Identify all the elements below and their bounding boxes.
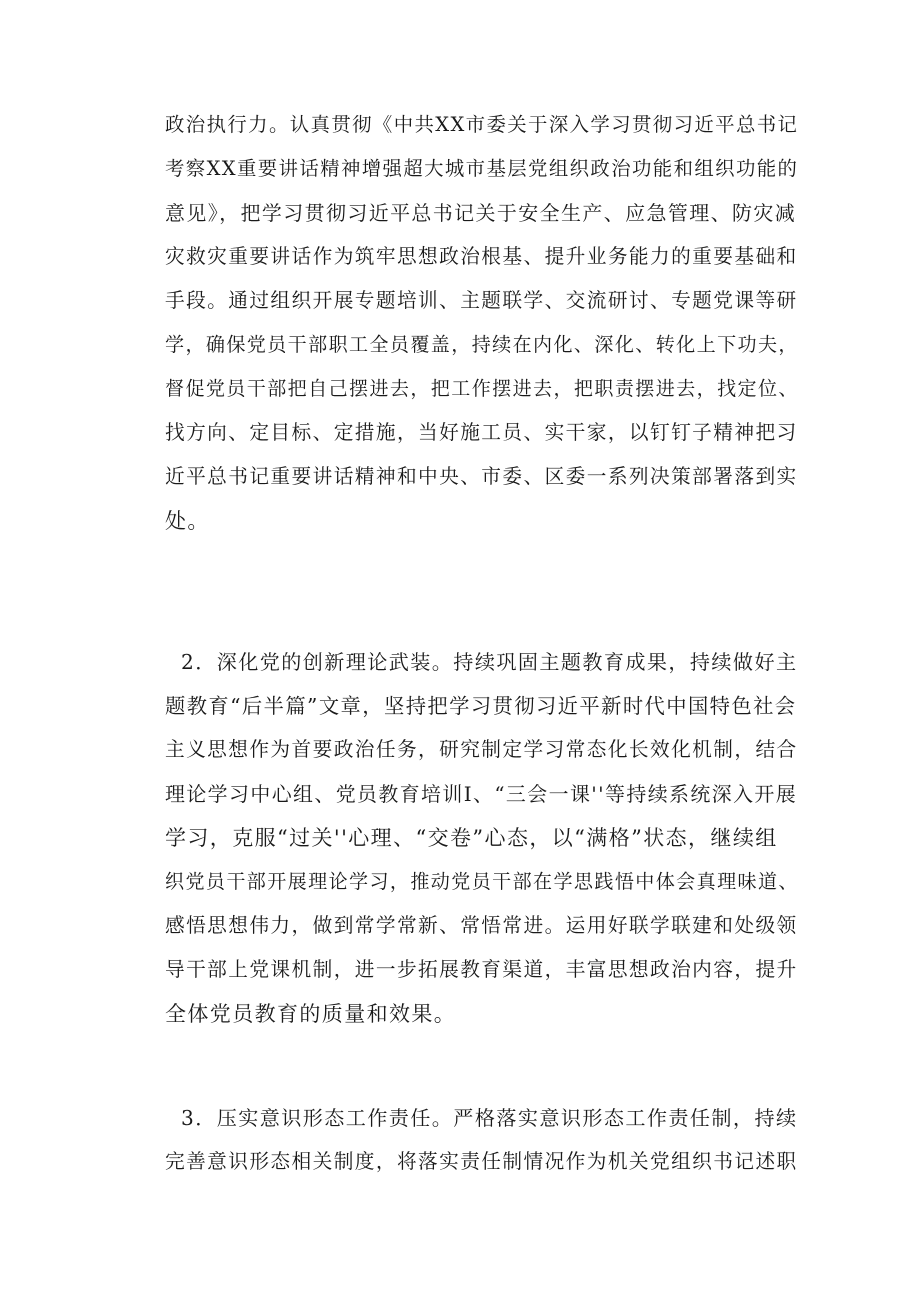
- paragraph-1-line-7: 督促党员干部把自己摆进去，把工作摆进去，把职责摆进去，找定位、: [165, 378, 799, 400]
- paragraph-2-line-6: 织党员干部开展理论学习，推动党员干部在学思践悟中体会真理味道、: [165, 871, 799, 893]
- paragraph-1-line-10: 处。: [165, 509, 210, 533]
- paragraph-3-line-1: 3．压实意识形态工作责任。严格落实意识形态工作责任制，持续: [181, 1106, 798, 1130]
- paragraph-3-line-2: 完善意识形态相关制度，将落实责任制情况作为机关党组织书记述职: [165, 1150, 798, 1173]
- paragraph-2-line-4: 理论学习中心组、党员教育培训I、“三会一课''等持续系统深入开展: [165, 782, 798, 806]
- paragraph-2-line-9: 全体党员教育的质量和效果。: [165, 1002, 457, 1026]
- paragraph-1-line-2: 考察XX重要讲话精神增强超大城市基层党组织政治功能和组织功能的: [165, 157, 799, 180]
- paragraph-1-line-1: 政治执行力。认真贯彻《中共XX市委关于深入学习贯彻习近平总书记: [165, 113, 799, 136]
- paragraph-2: [165, 640, 799, 1036]
- paragraph-1: [165, 103, 799, 543]
- paragraph-1-line-5: 手段。通过组织开展专题培训、主题联学、交流研讨、专题党课等研: [165, 289, 798, 312]
- paragraph-1-line-8: 找方向、定目标、定措施，当好施工员、实干家，以钉钉子精神把习: [165, 421, 798, 444]
- paragraph-2-line-3: 主义思想作为首要政治任务，研究制定学习常态化长效化机制，结合: [165, 738, 798, 761]
- paragraph-2-line-5: 学习，克服“过关''心理、“交卷”心态，以“满格”状态，继续组: [165, 826, 778, 850]
- paragraph-2-line-1: 2．深化党的创新理论武装。持续巩固主题教育成果，持续做好主: [181, 650, 798, 674]
- paragraph-1-line-9: 近平总书记重要讲话精神和中央、市委、区委一系列决策部署落到实: [165, 465, 798, 488]
- paragraph-2-line-7: 感悟思想伟力，做到常学常新、常悟常进。运用好联学联建和处级领: [165, 914, 798, 937]
- paragraph-2-line-2: 题教育“后半篇”文章，坚持把学习贯彻习近平新时代中国特色社会: [165, 694, 797, 718]
- paragraph-1-line-3: 意见》，把学习贯彻习近平总书记关于安全生产、应急管理、防灾减: [165, 201, 797, 225]
- paragraph-2-line-8: 导干部上党课机制，进一步拓展教育渠道，丰富思想政治内容，提升: [165, 958, 798, 981]
- paragraph-1-line-4: 灾救灾重要讲话作为筑牢思想政治根基、提升业务能力的重要基础和: [165, 245, 798, 268]
- paragraph-3: [165, 1096, 798, 1184]
- paragraph-1-line-6: 学，确保党员干部职工全员覆盖，持续在内化、深化、转化上下功夫，: [165, 334, 799, 356]
